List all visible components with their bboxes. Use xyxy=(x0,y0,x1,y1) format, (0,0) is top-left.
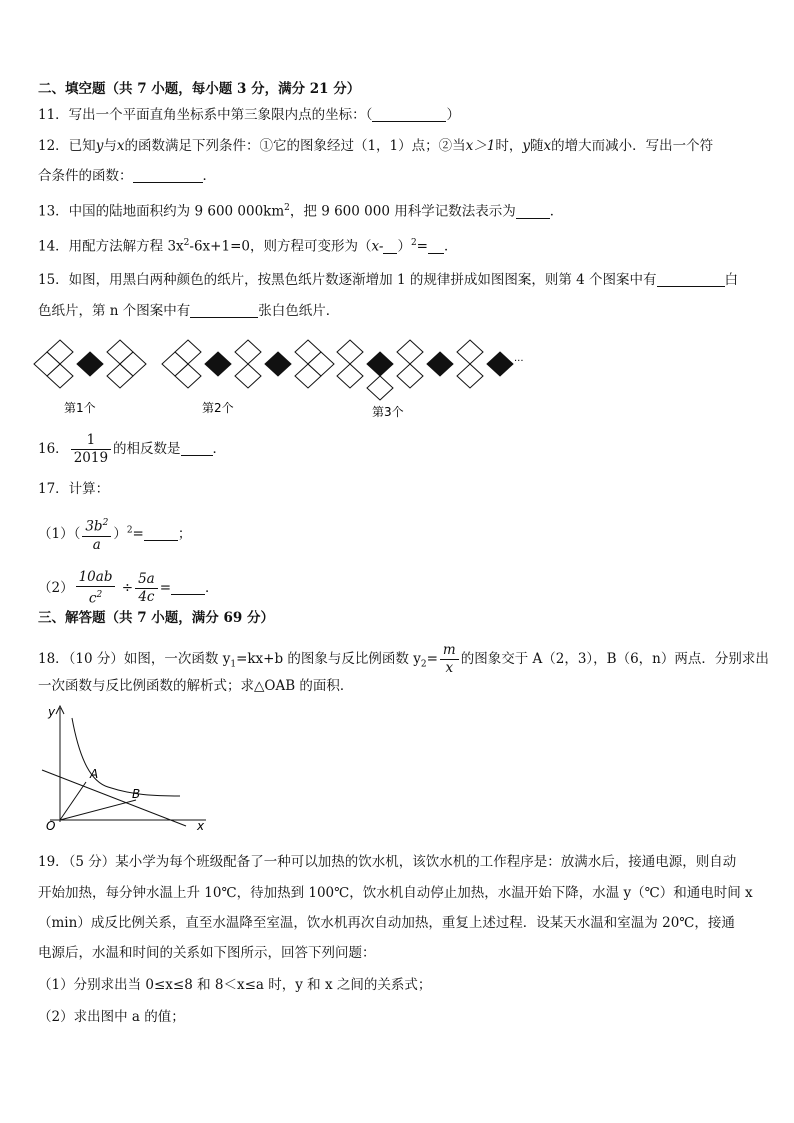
q12-t4: 时， xyxy=(495,138,523,154)
question-11 xyxy=(38,106,460,124)
q17-p2-div: ÷ xyxy=(121,579,134,596)
question-13 xyxy=(38,199,563,221)
question-18: 18．（10 分）如图，一次函数 $y_1=kx+b$ 的图象与反比例函数 $y_2=$ $\frac{m}{x}$ 的图象交于 A（2，3），B（6，n）两点．分别求出 xyxy=(38,642,769,676)
q13-text2: ，把 9 600 000 用科学记数法表示为 xyxy=(289,203,516,220)
q17-p2-end: ． xyxy=(205,579,219,596)
q11-text: 11．写出一个平面直角坐标系中第三象限内点的坐标：（ xyxy=(38,107,373,123)
q12-t5: 随 xyxy=(529,138,544,154)
pattern-2 xyxy=(162,340,334,388)
q17-p2-den2: 4c xyxy=(138,588,155,605)
q14-text2: -6x+1=0，则方程可变形为（ xyxy=(189,238,372,255)
q15-blank1 xyxy=(657,272,725,287)
q17-p2-den1: $c^2$ xyxy=(88,590,103,607)
q17-p1-end: ； xyxy=(177,525,192,542)
q15-line2b: 张白色纸片． xyxy=(258,303,340,319)
question-19-line6: （2）求出图中 a 的值； xyxy=(38,1009,185,1025)
q16-blank xyxy=(181,441,213,456)
q12-end: ． xyxy=(202,168,216,184)
q11-tail: ） xyxy=(446,107,460,123)
q12-y: y xyxy=(95,138,104,154)
q14-text3: ） xyxy=(397,238,411,255)
label-y: y xyxy=(48,705,56,719)
label-x: x xyxy=(197,819,205,833)
q12-t2: 与 xyxy=(103,138,117,154)
question-19-line4: 电源后，水温和时间的关系如下图所示，回答下列问题： xyxy=(38,945,376,961)
q13-blank xyxy=(516,204,550,219)
q14-sup2: 2 xyxy=(410,238,417,248)
black-tile xyxy=(77,352,103,376)
q14-x: x- xyxy=(371,238,384,255)
q12-t3: 的函数满足下列条件：①它的图象经过（1，1）点；②当 xyxy=(124,138,466,154)
q17-p1-sup2: 2 xyxy=(126,525,133,536)
q18-fraction: $\frac{m}{x}$ xyxy=(440,642,459,677)
question-17-title: 17．计算： xyxy=(38,481,110,497)
q16-end: ． xyxy=(212,441,227,457)
tile-pattern-figure xyxy=(30,330,550,422)
q18-text1: 18．（10 分）如图，一次函数 y xyxy=(38,651,231,667)
q16-num: 1 xyxy=(71,432,111,450)
q12-x2: x xyxy=(543,138,552,154)
q13-text: 13．中国的陆地面积约为 9 600 000km xyxy=(38,203,285,220)
question-12-line2 xyxy=(38,167,216,185)
q17-p2-num1: 10ab xyxy=(76,569,116,587)
q11-blank xyxy=(372,107,446,122)
q14-blank2 xyxy=(428,239,444,254)
question-19-line2: 开始加热，每分钟水温上升 10℃，待加热到 100℃，饮水机自动停止加热，水温开始下降，水温 y（℃）和通电时间 x xyxy=(38,885,753,901)
question-19-line3: （min）成反比例关系，直至水温降至室温，饮水机再次自动加热，重复上述过程．设某天水温和室温为 20℃，接通 xyxy=(38,915,735,931)
q18-graph xyxy=(36,702,216,836)
q18-text2: =kx+b 的图象与反比例函数 y xyxy=(236,651,421,667)
q17-p1-fraction xyxy=(82,515,111,554)
q12-y2: y xyxy=(522,138,530,154)
q17-p2-fraction2 xyxy=(135,571,158,606)
question-16 xyxy=(38,432,226,467)
caption-3: 第3个 xyxy=(372,405,404,419)
q14-text4: = xyxy=(416,238,428,255)
question-15 xyxy=(38,271,738,289)
q13-sup: 2 xyxy=(284,203,290,213)
question-14 xyxy=(38,234,457,256)
pattern-1 xyxy=(34,340,146,388)
q16-prefix: 16． xyxy=(38,441,69,457)
caption-2: 第2个 xyxy=(202,401,234,415)
label-b: B xyxy=(132,787,141,801)
section3-title: 三、解答题（共 7 小题，满分 69 分） xyxy=(38,610,274,626)
q14-blank1 xyxy=(383,239,397,254)
question-17-part1 xyxy=(38,515,191,554)
q17-p1-den: a xyxy=(92,536,101,553)
hyperbola-curve xyxy=(72,718,180,796)
q14-text: 14．用配方法解方程 3x xyxy=(38,238,184,255)
q12-blank xyxy=(133,168,203,183)
q17-p1-blank xyxy=(144,526,178,541)
question-19-line1: 19．（5 分）某小学为每个班级配备了一种可以加热的饮水机，该饮水机的工作程序是：放满水后，接通电源，则自动 xyxy=(38,854,737,870)
q17-p2-num2: 5a xyxy=(135,571,158,589)
q12-line2: 合条件的函数： xyxy=(38,168,133,184)
q12-x: x xyxy=(116,138,125,154)
q15-line1b: 白 xyxy=(724,272,739,288)
caption-1: 第1个 xyxy=(64,401,96,415)
linear-function-line xyxy=(42,770,186,826)
q14-end: ． xyxy=(443,238,458,255)
q13-end: ． xyxy=(549,203,564,220)
q18-text4: 的图象交于 A（2，3），B（6，n）两点．分别求出 xyxy=(460,651,769,667)
q17-p2-eq: = xyxy=(159,579,172,596)
q12-cond: x＞1 xyxy=(465,138,496,154)
label-a: A xyxy=(90,767,99,781)
question-17-part2 xyxy=(38,569,219,608)
question-15-line2 xyxy=(38,302,339,320)
q17-p1-close: ） xyxy=(113,525,127,542)
q17-p2-fraction1 xyxy=(76,569,116,608)
q12-t6: 的增大而减小．写出一个符 xyxy=(551,138,714,154)
q17-p1: （1）（ xyxy=(38,525,81,542)
q16-den: 2019 xyxy=(73,450,109,466)
ellipsis: ··· xyxy=(514,356,524,367)
q15-blank2 xyxy=(190,303,258,318)
q17-p2-blank xyxy=(171,580,205,595)
q17-p2: （2） xyxy=(38,579,74,596)
question-12 xyxy=(38,137,713,155)
section2-title: 二、填空题（共 7 小题，每小题 3 分，满分 21 分） xyxy=(38,81,361,97)
q14-sup: 2 xyxy=(183,238,190,248)
q17-p1-num: $3b^2$ xyxy=(82,515,111,537)
pattern-3 xyxy=(337,340,543,400)
label-o: O xyxy=(46,819,56,833)
question-18-line2: 一次函数与反比例函数的解析式；求△OAB 的面积． xyxy=(38,678,354,694)
q17-p1-eq: = xyxy=(132,525,144,542)
q12-text1: 12．已知 xyxy=(38,138,96,154)
q16-text: 的相反数是 xyxy=(113,441,181,457)
q16-fraction xyxy=(71,432,111,467)
q15-line1a: 15．如图，用黑白两种颜色的纸片，按黑色纸片数逐渐增加 1 的规律拼成如图图案，则第 4 个图案中有 xyxy=(38,272,657,288)
q15-line2a: 色纸片，第 n 个图案中有 xyxy=(38,303,191,319)
question-19-line5: （1）分别求出当 0≤x≤8 和 8＜x≤a 时，y 和 x 之间的关系式； xyxy=(38,977,432,993)
